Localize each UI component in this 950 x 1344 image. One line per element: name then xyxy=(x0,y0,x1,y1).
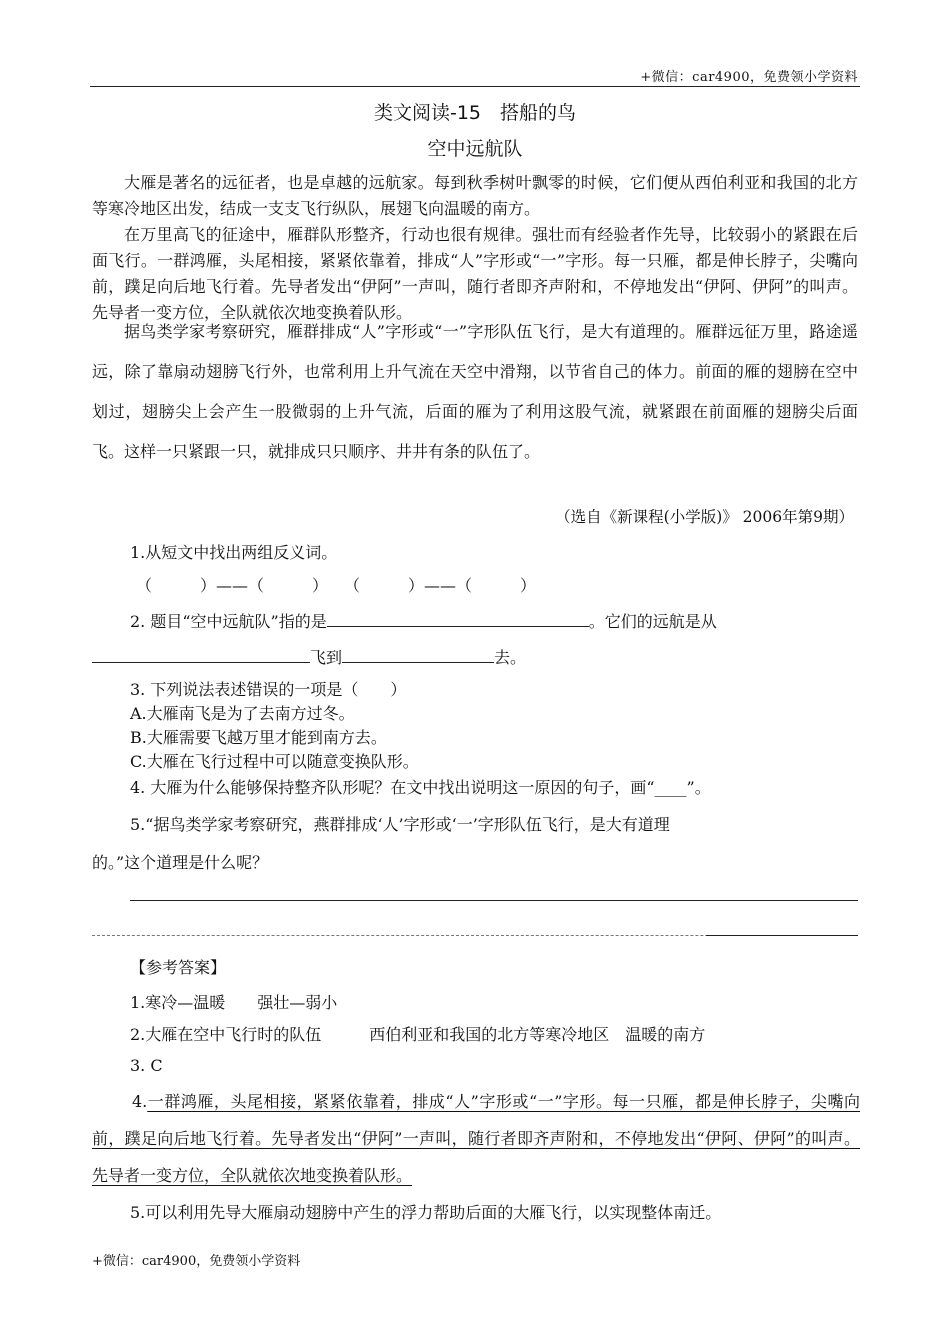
article-paragraph-1: 大雁是著名的远征者，也是卓越的远航家。每到秋季树叶飘零的时候，它们便从西伯利亚和我国的北方等寒冷地区出发，结成一支支飞行纵队，展翅飞向温暖的南方。 xyxy=(92,173,858,218)
answer-blank[interactable] xyxy=(342,644,494,663)
question-2-line-1 xyxy=(130,608,717,632)
footer-note: +微信：car4900，免费领小学资料 xyxy=(92,1254,301,1269)
question-2-text-b: 。它们的远航是从 xyxy=(588,612,717,631)
source-citation: （选自《新课程(小学版)》 2006年第9期） xyxy=(555,508,854,526)
question-2-line-2 xyxy=(92,644,526,668)
question-3: 3. 下列说法表述错误的一项是（ ） xyxy=(130,680,407,699)
question-2-text-c: 飞到 xyxy=(310,648,343,667)
answer-blank[interactable] xyxy=(92,644,310,663)
answer-3: 3. C xyxy=(130,1056,163,1075)
header-divider xyxy=(90,86,860,87)
answer-4-text: 一群鸿雁，头尾相接，紧紧依靠着，排成“人”字形或“一”字形。每一只雁，都是伸长脖子，尖嘴向前，蹼足向后地飞行着。先导者发出“伊阿”一声叫，随行者即齐声附和，不停地发出“伊阿、伊阿”的叫声。先导者一变方位，全队就依次地变换着队形。 xyxy=(92,1092,860,1185)
answer-4 xyxy=(92,1083,860,1194)
answer-2: 2.大雁在空中飞行时的队伍 西伯利亚和我国的北方等寒冷地区 温暖的南方 xyxy=(130,1025,706,1044)
question-2-text-d: 去。 xyxy=(494,648,527,667)
question-5-line-1: 5.“据鸟类学家考察研究，燕群排成‘人’字形或‘一’字形队伍飞行，是大有道理 xyxy=(130,815,670,834)
article-title: 空中远航队 xyxy=(427,138,523,160)
answer-blank[interactable] xyxy=(327,608,589,627)
question-1-pairs: （ ）——（ ） （ ）——（ ） xyxy=(136,576,537,595)
question-3-option-b: B.大雁需要飞越万里才能到南方去。 xyxy=(130,728,387,747)
answer-4-number: 4. xyxy=(132,1092,148,1111)
question-1: 1.从短文中找出两组反义词。 xyxy=(130,543,338,562)
header-note: +微信：car4900，免费领小学资料 xyxy=(640,70,858,85)
question-5-line-2: 的。”这个道理是什么呢？ xyxy=(92,853,269,872)
question-2-text-a: 2. 题目“空中远航队”指的是 xyxy=(130,612,327,631)
answer-1: 1.寒冷—温暖 强壮—弱小 xyxy=(130,993,338,1012)
answer-line[interactable] xyxy=(130,900,858,901)
question-3-option-c: C.大雁在飞行过程中可以随意变换队形。 xyxy=(130,752,419,771)
answer-heading: 【参考答案】 xyxy=(130,958,227,977)
article-paragraph-3: 据鸟类学家考察研究，雁群排成“人”字形或“一”字形队伍飞行，是大有道理的。雁群远征万里，路途遥远，除了靠扇动翅膀飞行外，也常利用上升气流在天空中滑翔，以节省自己的体力。前面的雁的翅膀在空中划过，翅膀尖上会产生一股微弱的上升气流，后面的雁为了利用这股气流，就紧跟在前面雁的翅膀尖后面飞。这样一只紧跟一只，就排成只只顺序、井井有条的队伍了。 xyxy=(92,322,858,461)
answer-line-solid xyxy=(706,935,858,936)
article-paragraph-2: 在万里高飞的征途中，雁群队形整齐，行动也很有规律。强壮而有经验者作先导，比较弱小的紧跟在后面飞行。一群鸿雁，头尾相接，紧紧依靠着，排成“人”字形或“一”字形。每一只雁，都是伸长脖子，尖嘴向前，蹼足向后地飞行着。先导者发出“伊阿”一声叫，随行者即齐声附和，不停地发出“伊阿、伊阿”的叫声。先导者一变方位，全队就依次地变换着队形。 xyxy=(92,225,858,322)
answer-5: 5.可以利用先导大雁扇动翅膀中产生的浮力帮助后面的大雁飞行，以实现整体南迁。 xyxy=(130,1203,722,1222)
question-4: 4. 大雁为什么能够保持整齐队形呢？在文中找出说明这一原因的句子，画“____”。 xyxy=(130,778,711,797)
doc-title: 类文阅读-15 搭船的鸟 xyxy=(373,102,577,124)
question-3-option-a: A.大雁南飞是为了去南方过冬。 xyxy=(130,704,355,723)
